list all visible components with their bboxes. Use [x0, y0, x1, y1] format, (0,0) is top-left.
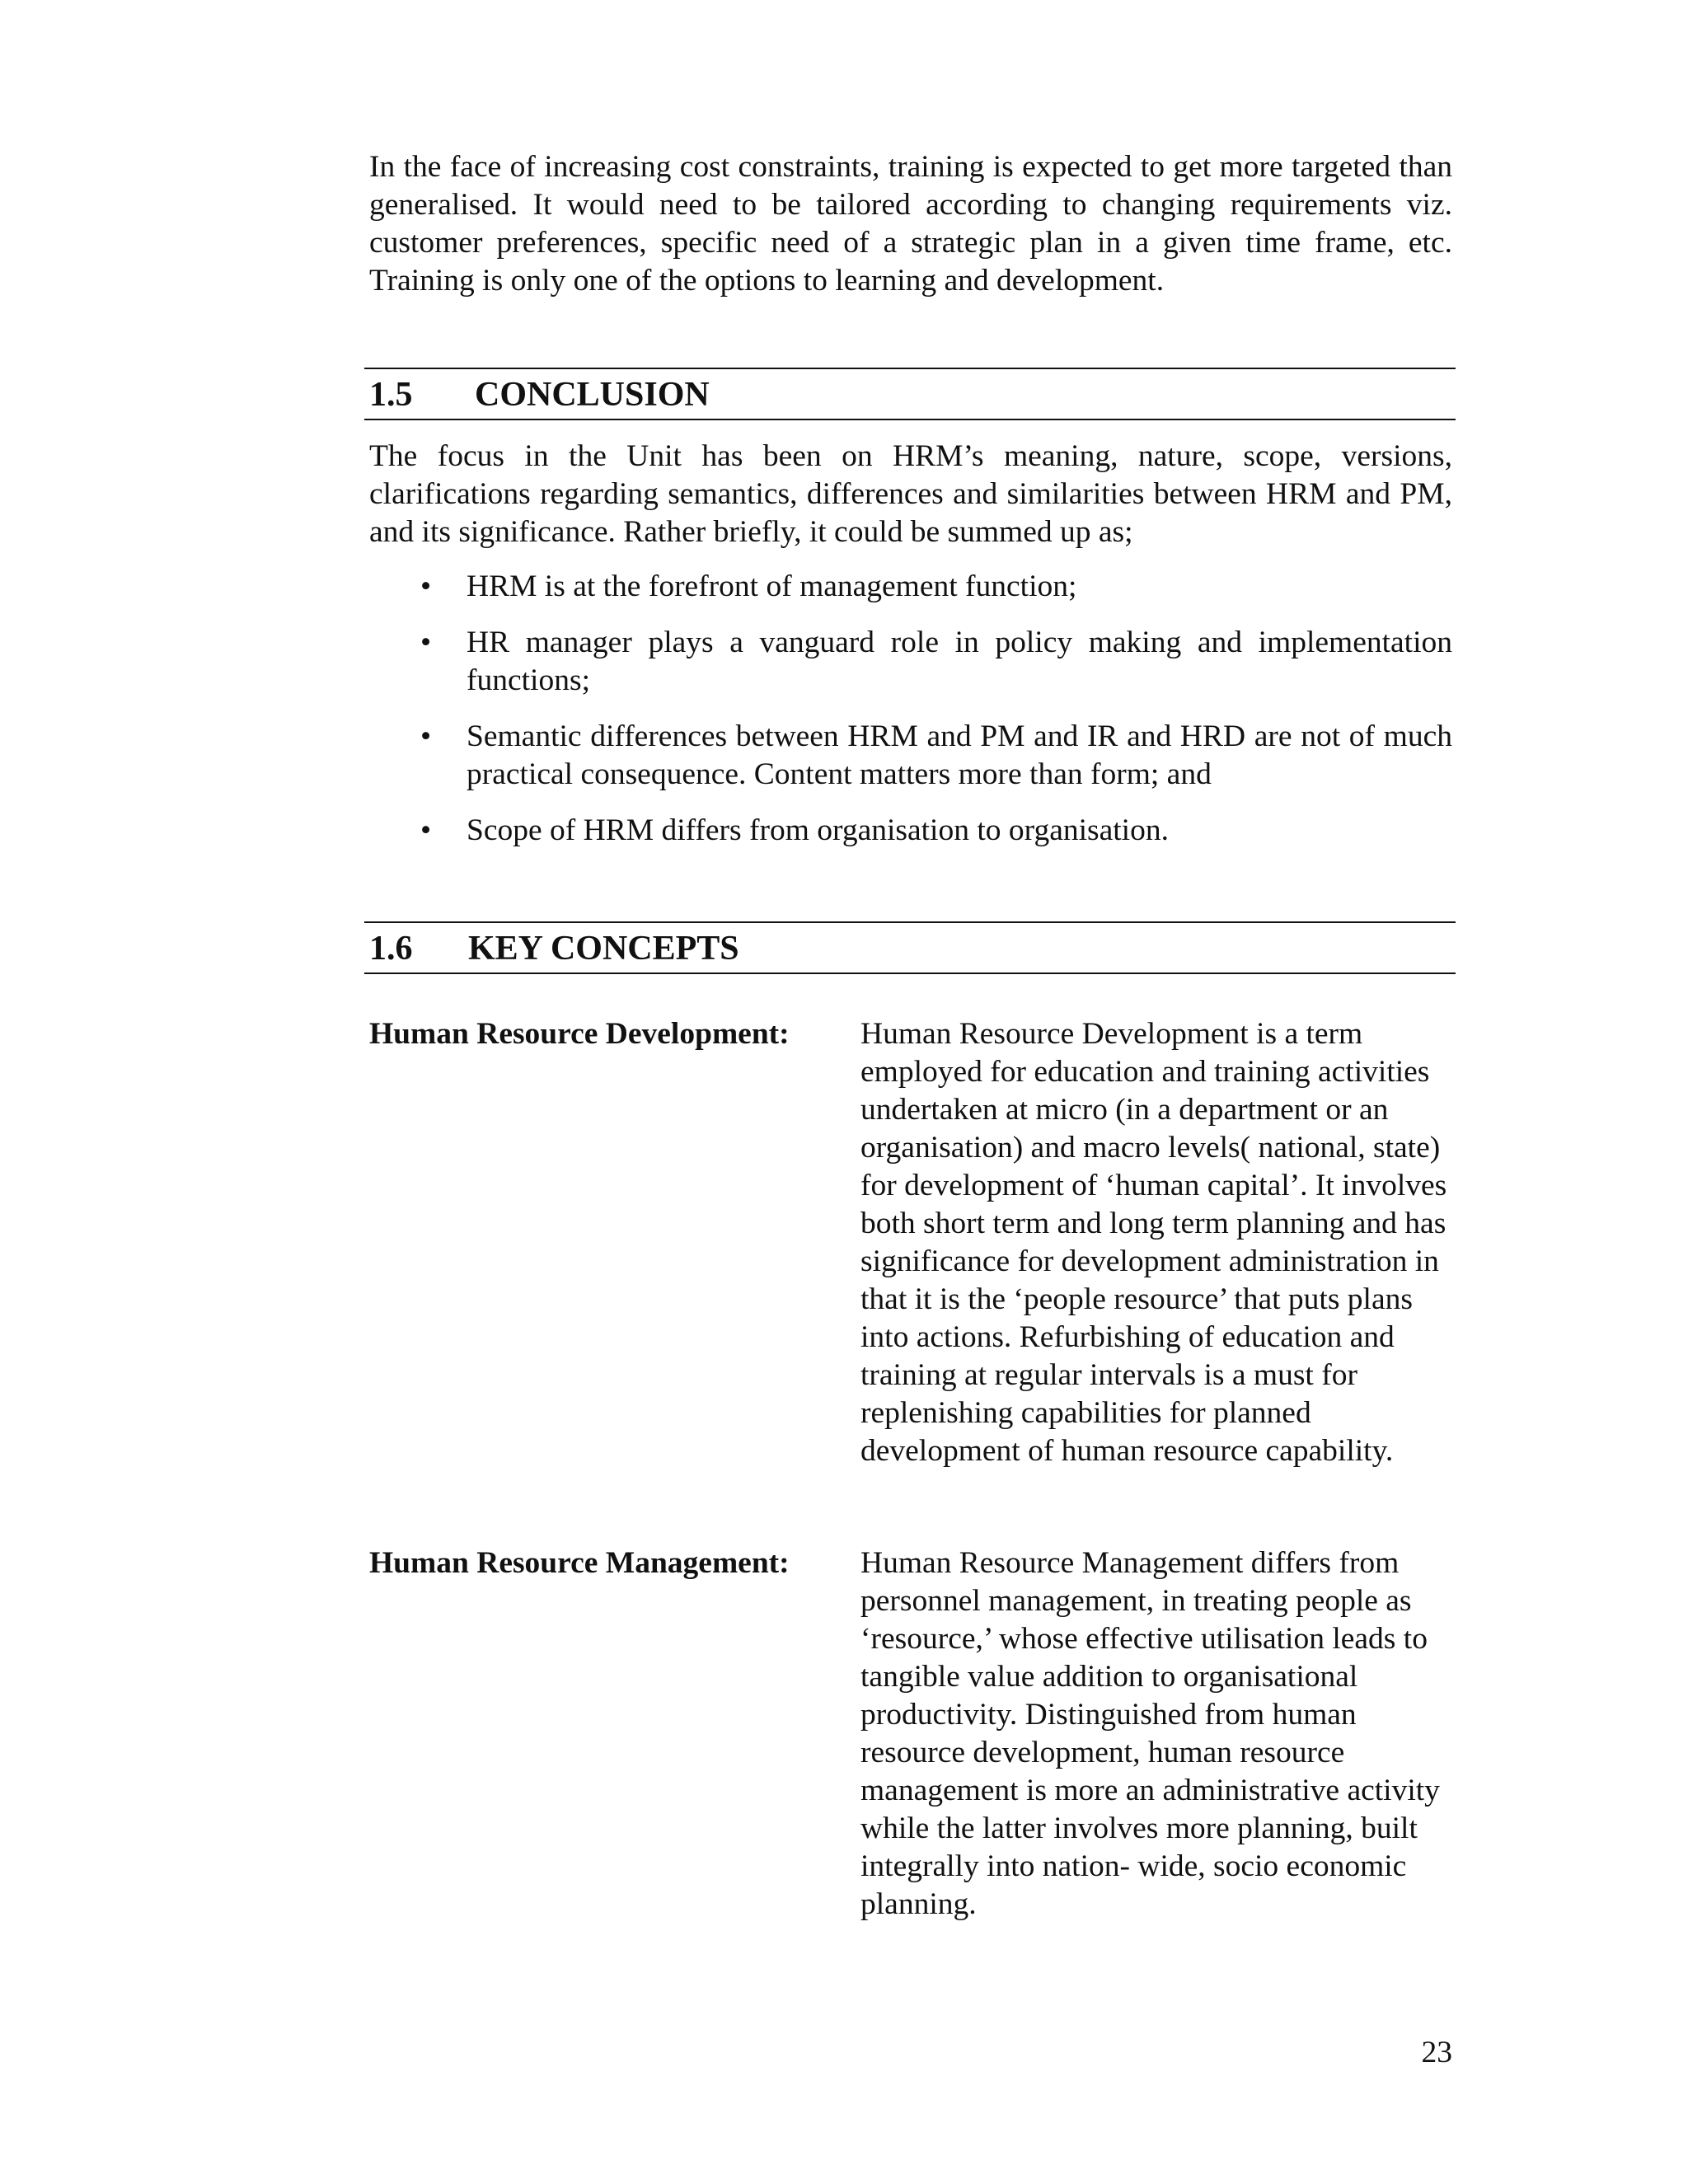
list-item-text: Semantic differences between HRM and PM and IR and HRD are not of much practical consequence. Content matters more than form; and: [467, 719, 1452, 791]
list-item: [369, 718, 1452, 794]
bullet-icon: •: [420, 719, 432, 753]
bullet-icon: •: [420, 813, 432, 847]
list-item-text: HRM is at the forefront of management function;: [467, 569, 1077, 603]
list-item-text: HR manager plays a vanguard role in policy making and implementation functions;: [467, 626, 1452, 697]
conclusion-heading: [364, 368, 1456, 420]
bullet-icon: •: [420, 626, 432, 659]
concept-term: Human Resource Management:: [369, 1546, 790, 1580]
concept-definition: Human Resource Management differs from personnel management, in treating people as ‘resource,’ whose effective utilisation leads to tangible value addition to organisational productivity. Distinguished from human resource development, human resource management is more an administrative activity while the latter involves more planning, built integrally into nation- wide, socio economic planning.: [860, 1546, 1440, 1921]
section-title: CONCLUSION: [475, 376, 710, 414]
section-number: 1.6: [369, 930, 413, 968]
section-title: KEY CONCEPTS: [468, 930, 739, 968]
conclusion-paragraph: The focus in the Unit has been on HRM’s meaning, nature, scope, versions, clarifications regarding semantics, differences and similarities between HRM and PM, and its significance. Rather briefly, it could be summed up as;: [369, 439, 1452, 549]
page-number: 23: [1421, 2036, 1452, 2069]
list-item: [369, 568, 1452, 606]
list-item: [369, 624, 1452, 700]
bullet-icon: •: [420, 569, 432, 603]
conclusion-bullet-list: [369, 568, 1452, 868]
key-concepts-heading: [364, 921, 1456, 974]
concept-definition: Human Resource Development is a term employed for education and training activities undertaken at micro (in a department or an organisation) and macro levels( national, state) for development of ‘human capital’. It involves both short term and long term planning and has significance for development administration in that it is the ‘people resource’ that puts plans into actions. Refurbishing of education and training at regular intervals is a must for replenishing capabilities for planned development of human resource capability.: [860, 1017, 1447, 1468]
section-number: 1.5: [369, 376, 413, 414]
concept-term: Human Resource Development:: [369, 1017, 790, 1051]
list-item: [369, 812, 1452, 850]
intro-paragraph: In the face of increasing cost constraints, training is expected to get more targeted than generalised. It would need to be tailored according to changing requirements viz. customer preferences, specific need of a strategic plan in a given time frame, etc. Training is only one of the options to learning and development.: [369, 150, 1452, 298]
list-item-text: Scope of HRM differs from organisation to organisation.: [467, 813, 1169, 847]
